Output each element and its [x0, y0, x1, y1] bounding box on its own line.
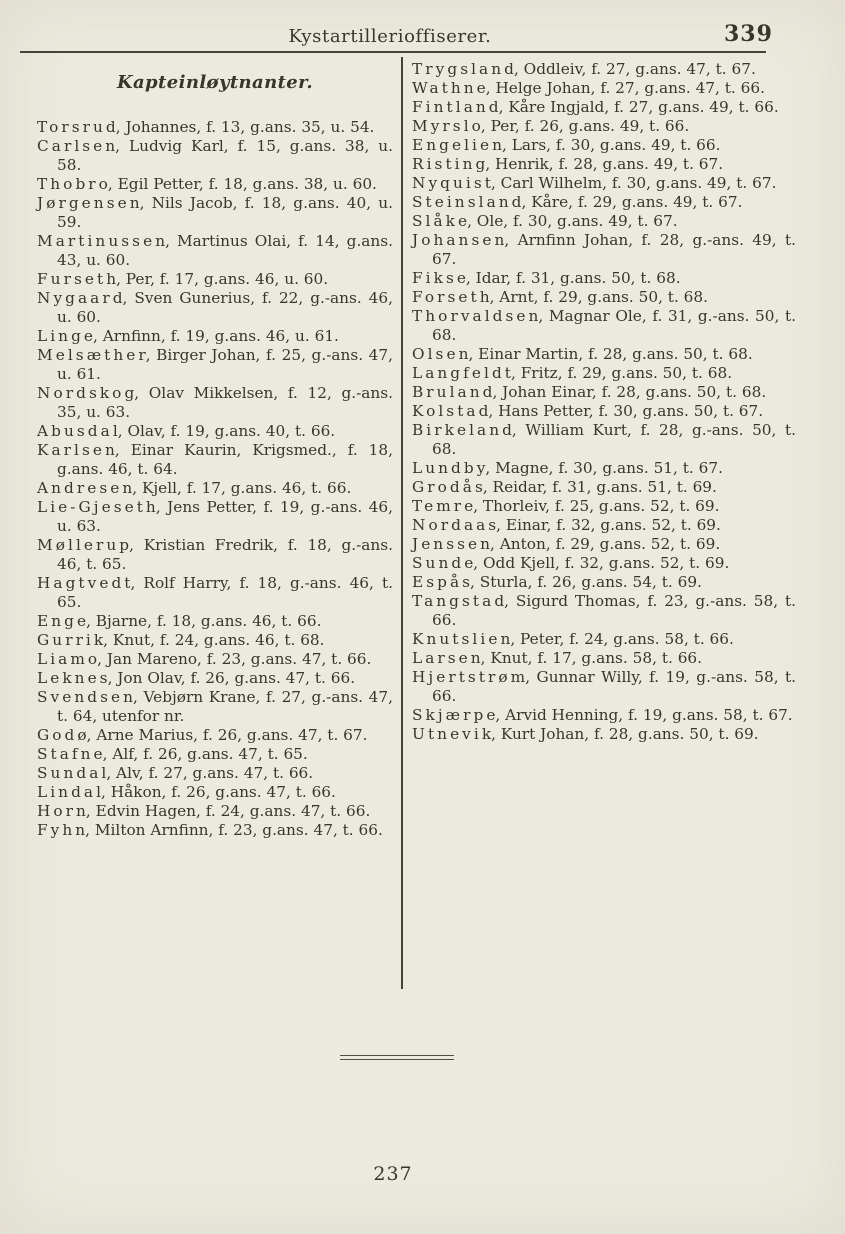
officer-entry: Linge, Arnfinn, f. 19, g.ans. 46, u. 61.	[37, 327, 339, 345]
officer-entry: Wathne, Helge Johan, f. 27, g.ans. 47, t. 66.	[412, 79, 765, 97]
officer-entry: Nordskog, Olav Mikkelsen, f. 12, g.-ans. 35, u. 63.	[37, 384, 393, 421]
officer-surname: Birkeland	[412, 421, 515, 439]
officer-entry: Torsrud, Johannes, f. 13, g.ans. 35, u. 54.	[37, 118, 375, 136]
officer-entry: Fintland, Kåre Ingjald, f. 27, g.ans. 49, t. 66.	[412, 98, 779, 116]
officer-entry: Nygaard, Sven Gunerius, f. 22, g.-ans. 46, u. 60.	[37, 289, 393, 326]
officer-entry: Sunde, Odd Kjell, f. 32, g.ans. 52, t. 69.	[412, 554, 730, 572]
officer-entry: Andresen, Kjell, f. 17, g.ans. 46, t. 66.	[37, 479, 352, 497]
officer-surname: Nygaard	[37, 289, 126, 307]
officer-surname: Langfeldt	[412, 364, 515, 382]
running-title: Kystartillerioffiserer.	[288, 26, 492, 47]
officer-entry: Lundby, Magne, f. 30, g.ans. 51, t. 67.	[412, 459, 723, 477]
officer-entry: Tangstad, Sigurd Thomas, f. 23, g.-ans. 58, t. 66.	[412, 592, 796, 629]
officer-entry: Fikse, Idar, f. 31, g.ans. 50, t. 68.	[412, 269, 681, 287]
officer-entry: Horn, Edvin Hagen, f. 24, g.ans. 47, t. 66.	[37, 802, 371, 820]
officer-entry: Thorvaldsen, Magnar Ole, f. 31, g.-ans. 50, t. 68.	[412, 307, 796, 344]
officer-surname: Hagtvedt	[37, 574, 134, 592]
officer-entry: Knutslien, Peter, f. 24, g.ans. 58, t. 66.	[412, 630, 734, 648]
officer-entry: Lindal, Håkon, f. 26, g.ans. 47, t. 66.	[37, 783, 336, 801]
officer-surname: Leknes	[37, 669, 111, 687]
officer-surname: Sunde	[412, 554, 477, 572]
officer-surname: Stafne	[37, 745, 106, 763]
officer-surname: Carlsen	[37, 137, 119, 155]
officer-entry: Karlsen, Einar Kaurin, Krigsmed., f. 18, g.ans. 46, t. 64.	[37, 441, 393, 478]
officer-surname: Tangstad	[412, 592, 508, 610]
officer-entry: Nyquist, Carl Wilhelm, f. 30, g.ans. 49, t. 67.	[412, 174, 777, 192]
officer-entry: Jenssen, Anton, f. 29, g.ans. 52, t. 69.	[412, 535, 721, 553]
officer-entry: Martinussen, Martinus Olai, f. 14, g.ans. 43, u. 60.	[37, 232, 393, 269]
officer-surname: Hjertstrøm	[412, 668, 529, 686]
officer-surname: Thobro	[37, 175, 111, 193]
officer-entry: Langfeldt, Fritz, f. 29, g.ans. 50, t. 68.	[412, 364, 733, 382]
officer-surname: Wathne	[412, 79, 489, 97]
officer-entry: Myrslo, Per, f. 26, g.ans. 49, t. 66.	[412, 117, 690, 135]
officer-surname: Melsæther	[37, 346, 149, 364]
officer-surname: Møllerup	[37, 536, 133, 554]
officer-entry: Svendsen, Vebjørn Krane, f. 27, g.-ans. 47, t. 64, utenfor nr.	[37, 688, 393, 725]
officer-entry: Godø, Arne Marius, f. 26, g.ans. 47, t. 67.	[37, 726, 368, 744]
officer-surname: Horn	[37, 802, 89, 820]
officer-surname: Jenssen	[412, 535, 494, 553]
officer-entry: Hjertstrøm, Gunnar Willy, f. 19, g.-ans. 58, t. 66.	[412, 668, 796, 705]
officer-surname: Abusdal	[37, 422, 121, 440]
officer-entry: Møllerup, Kristian Fredrik, f. 18, g.-ans. 46, t. 65.	[37, 536, 393, 573]
officer-surname: Olsen	[412, 345, 472, 363]
officer-surname: Knutslien	[412, 630, 514, 648]
column-divider	[401, 57, 403, 989]
section-heading: Kapteinløytnanter.	[116, 72, 314, 93]
officer-surname: Larsen	[412, 649, 484, 667]
officer-entry: Kolstad, Hans Petter, f. 30, g.ans. 50, t. 67.	[412, 402, 764, 420]
officer-surname: Karlsen	[37, 441, 118, 459]
officer-surname: Nyquist	[412, 174, 494, 192]
officer-entry: Leknes, Jon Olav, f. 26, g.ans. 47, t. 66.	[37, 669, 356, 687]
officer-entry: Steinsland, Kåre, f. 29, g.ans. 49, t. 67.	[412, 193, 743, 211]
officer-entry: Nordaas, Einar, f. 32, g.ans. 52, t. 69.	[412, 516, 721, 534]
officer-entry: Thobro, Egil Petter, f. 18, g.ans. 38, u. 60.	[37, 175, 377, 193]
officer-surname: Sundal	[37, 764, 110, 782]
officer-entry: Bruland, Johan Einar, f. 28, g.ans. 50, t. 68.	[412, 383, 767, 401]
officer-entry: Johansen, Arnfinn Johan, f. 28, g.-ans. 49, t. 67.	[412, 231, 796, 268]
officer-entry: Trygsland, Oddleiv, f. 27, g.ans. 47, t. 67.	[412, 60, 756, 78]
officer-surname: Utnevik	[412, 725, 495, 743]
officer-entry: Fyhn, Milton Arnfinn, f. 23, g.ans. 47, t. 66.	[37, 821, 383, 839]
officer-surname: Steinsland	[412, 193, 525, 211]
officer-entry: Sundal, Alv, f. 27, g.ans. 47, t. 66.	[37, 764, 314, 782]
officer-surname: Lindal	[37, 783, 105, 801]
officer-surname: Trygsland	[412, 60, 517, 78]
officer-entry: Liamo, Jan Mareno, f. 23, g.ans. 47, t. 66.	[37, 650, 372, 668]
officer-entry: Jørgensen, Nils Jacob, f. 18, g.ans. 40, u. 59.	[37, 194, 393, 231]
officer-surname: Torsrud	[37, 118, 119, 136]
officer-entry: Slåke, Ole, f. 30, g.ans. 49, t. 67.	[412, 212, 678, 230]
officer-entry: Birkeland, William Kurt, f. 28, g.-ans. 50, t. 68.	[412, 421, 796, 458]
officer-entry: Carlsen, Ludvig Karl, f. 15, g.ans. 38, u. 58.	[37, 137, 393, 174]
officer-surname: Fikse	[412, 269, 469, 287]
officer-surname: Kolstad	[412, 402, 492, 420]
officer-surname: Grodås	[412, 478, 486, 496]
officer-entry: Forseth, Arnt, f. 29, g.ans. 50, t. 68.	[412, 288, 709, 306]
officer-entry: Enge, Bjarne, f. 18, g.ans. 46, t. 66.	[37, 612, 322, 630]
officer-surname: Espås	[412, 573, 474, 591]
officer-surname: Nordaas	[412, 516, 500, 534]
officer-entry: Furseth, Per, f. 17, g.ans. 46, u. 60.	[37, 270, 329, 288]
right-column	[412, 60, 796, 744]
officer-surname: Fyhn	[37, 821, 89, 839]
header-rule	[20, 51, 766, 53]
left-entry-list	[37, 118, 393, 840]
officer-surname: Skjærpe	[412, 706, 499, 724]
officer-entry: Abusdal, Olav, f. 19, g.ans. 40, t. 66.	[37, 422, 336, 440]
officer-surname: Martinussen	[37, 232, 169, 250]
officer-surname: Lie-Gjeseth	[37, 498, 159, 516]
officer-surname: Gurrik	[37, 631, 107, 649]
end-of-list-rule	[340, 1055, 454, 1060]
page-number-top: 339	[724, 21, 773, 47]
officer-surname: Svendsen	[37, 688, 137, 706]
page-number-bottom: 237	[373, 1163, 413, 1185]
left-column	[37, 66, 393, 840]
officer-entry: Hagtvedt, Rolf Harry, f. 18, g.-ans. 46, t. 65.	[37, 574, 393, 611]
officer-surname: Jørgensen	[37, 194, 143, 212]
officer-surname: Temre	[412, 497, 477, 515]
officer-surname: Bruland	[412, 383, 496, 401]
officer-entry: Stafne, Alf, f. 26, g.ans. 47, t. 65.	[37, 745, 308, 763]
officer-surname: Johansen	[412, 231, 508, 249]
officer-surname: Furseth	[37, 270, 120, 288]
officer-surname: Myrslo	[412, 117, 484, 135]
officer-surname: Andresen	[37, 479, 136, 497]
officer-entry: Skjærpe, Arvid Henning, f. 19, g.ans. 58, t. 67.	[412, 706, 793, 724]
officer-entry: Temre, Thorleiv, f. 25, g.ans. 52, t. 69.	[412, 497, 720, 515]
officer-surname: Liamo	[37, 650, 101, 668]
officer-surname: Risting	[412, 155, 489, 173]
officer-entry: Larsen, Knut, f. 17, g.ans. 58, t. 66.	[412, 649, 703, 667]
officer-entry: Olsen, Einar Martin, f. 28, g.ans. 50, t. 68.	[412, 345, 753, 363]
officer-entry: Espås, Sturla, f. 26, g.ans. 54, t. 69.	[412, 573, 702, 591]
officer-surname: Linge	[37, 327, 97, 345]
officer-entry: Gurrik, Knut, f. 24, g.ans. 46, t. 68.	[37, 631, 325, 649]
officer-surname: Lundby	[412, 459, 489, 477]
officer-surname: Nordskog	[37, 384, 138, 402]
officer-entry: Grodås, Reidar, f. 31, g.ans. 51, t. 69.	[412, 478, 717, 496]
officer-entry: Melsæther, Birger Johan, f. 25, g.-ans. 47, u. 61.	[37, 346, 393, 383]
officer-surname: Enge	[37, 612, 90, 630]
right-entry-list	[412, 60, 796, 744]
officer-surname: Engelien	[412, 136, 506, 154]
officer-surname: Thorvaldsen	[412, 307, 542, 325]
officer-entry: Risting, Henrik, f. 28, g.ans. 49, t. 67.	[412, 155, 724, 173]
officer-surname: Slåke	[412, 212, 471, 230]
officer-surname: Godø	[37, 726, 90, 744]
officer-surname: Forseth	[412, 288, 493, 306]
officer-entry: Engelien, Lars, f. 30, g.ans. 49, t. 66.	[412, 136, 721, 154]
officer-surname: Fintland	[412, 98, 502, 116]
officer-entry: Utnevik, Kurt Johan, f. 28, g.ans. 50, t. 69.	[412, 725, 759, 743]
officer-entry: Lie-Gjeseth, Jens Petter, f. 19, g.-ans. 46, u. 63.	[37, 498, 393, 535]
